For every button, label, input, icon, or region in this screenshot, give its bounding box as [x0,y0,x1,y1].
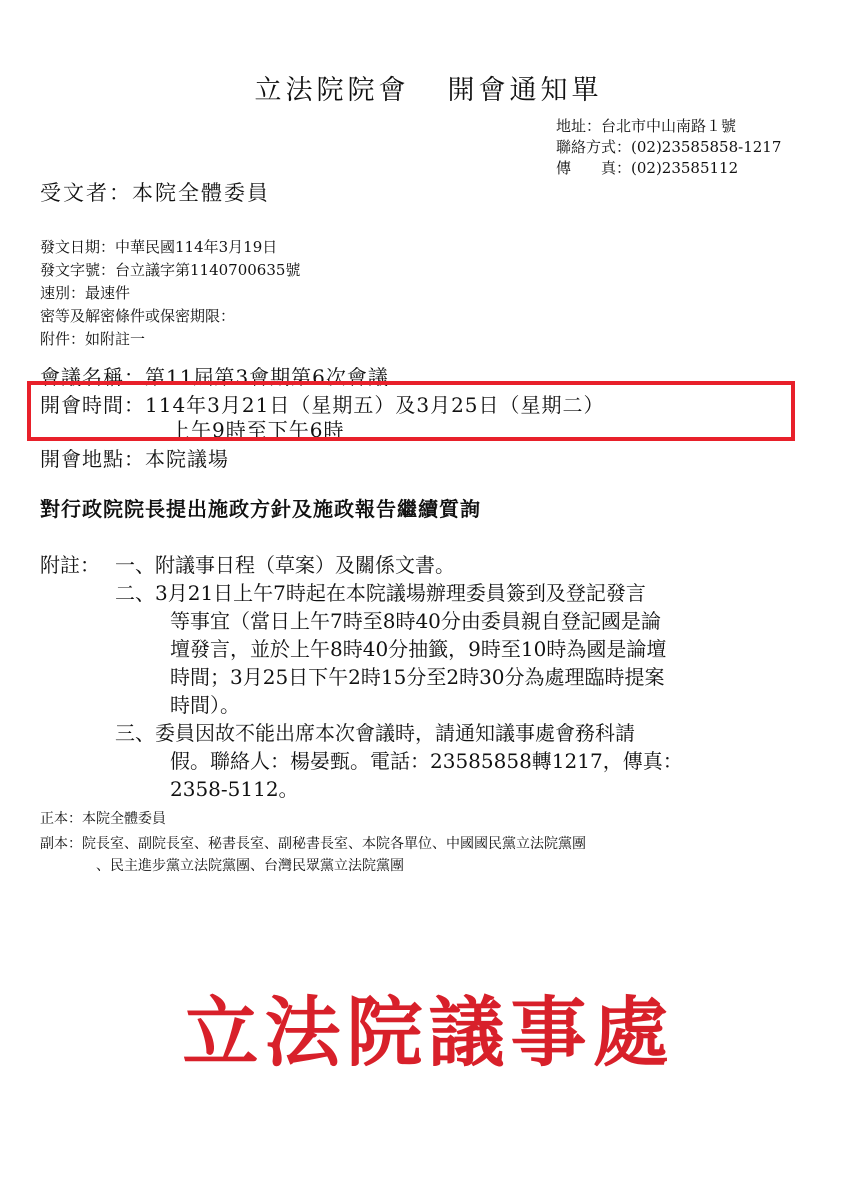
note-item-1: 一、附議事日程（草案）及關係文書。 [115,553,455,577]
note-item-3-line1: 三、委員因故不能出席本次會議時，請通知議事處會務科請 [115,721,635,745]
note-item-2-line5: 時間）。 [170,693,240,717]
contact-fax: 傳 真：(02)23585112 [556,159,739,177]
original-recipients: 正本：本院全體委員 [40,811,166,827]
copy-recipients-line2: 、民主進步黨立法院黨團、台灣民眾黨立法院黨團 [96,858,404,874]
meeting-subject: 對行政院院長提出施政方針及施政報告繼續質詢 [40,497,481,521]
meeting-place: 開會地點：本院議場 [40,447,229,471]
notes-label: 附註： [40,553,100,577]
document-title [0,68,857,107]
note-item-3-line3: 2358-5112。 [170,777,299,801]
attachment: 附件：如附註一 [40,330,146,348]
issue-date: 發文日期：中華民國114年3月19日 [40,238,278,256]
title-part2: 開會通知單 [447,75,603,106]
title-part1: 立法院院會 [254,75,410,106]
note-item-2-line2: 等事宜（當日上午7時至8時40分由委員親自登記國是論 [170,609,661,633]
red-seal-stamp: 立法院議事處 [182,988,675,1077]
meeting-name: 會議名稱：第11屆第3會期第6次會議 [40,365,389,389]
contact-address: 地址：台北市中山南路１號 [556,117,737,135]
meeting-time-line1: 開會時間：114年3月21日（星期五）及3月25日（星期二） [40,393,605,417]
copy-recipients-line1: 副本：院長室、副院長室、秘書長室、副秘書長室、本院各單位、中國國民黨立法院黨團 [40,836,586,852]
recipient: 受文者：本院全體委員 [40,181,270,205]
delivery-speed: 速別：最速件 [40,284,131,302]
secrecy-level: 密等及解密條件或保密期限： [40,307,236,325]
highlight-box [27,381,795,441]
contact-phone: 聯絡方式：(02)23585858-1217 [556,138,782,156]
note-item-2-line3: 壇發言，並於上午8時40分抽籤，9時至10時為國是論壇 [170,637,667,661]
note-item-2-line1: 二、3月21日上午7時起在本院議場辦理委員簽到及登記發言 [115,581,646,605]
note-item-3-line2: 假。聯絡人：楊晏甄。電話：23585858轉1217，傳真： [170,749,683,773]
note-item-2-line4: 時間；3月25日下午2時15分至2時30分為處理臨時提案 [170,665,665,689]
issue-number: 發文字號：台立議字第1140700635號 [40,261,301,279]
meeting-time-line2: 上午9時至下午6時 [170,418,345,442]
